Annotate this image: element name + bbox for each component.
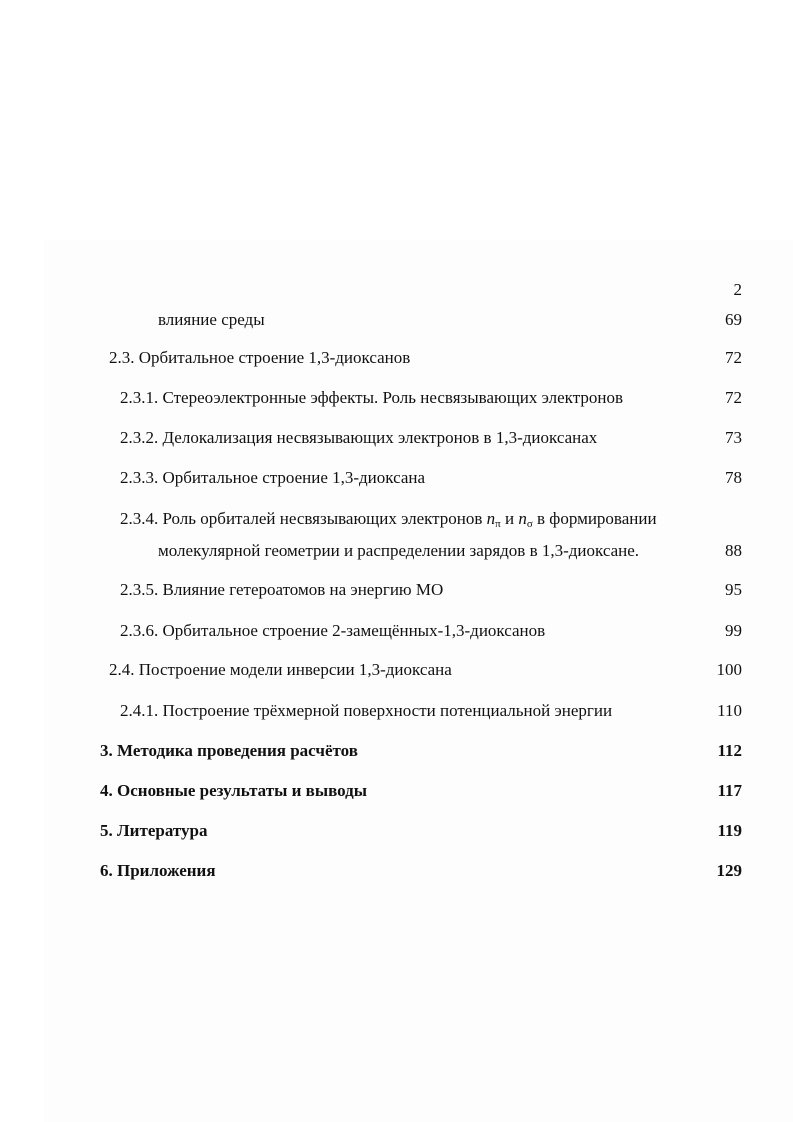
toc-entry-page: 110 xyxy=(717,701,742,720)
toc-entry-2-3-1[interactable] xyxy=(0,387,793,409)
toc-entry-4[interactable] xyxy=(0,780,793,802)
toc-entry-6[interactable] xyxy=(0,860,793,882)
toc-entry-page: 95 xyxy=(725,580,742,599)
toc-entry-2-3[interactable] xyxy=(0,347,793,369)
toc-entry-title: 4. Основные результаты и выводы xyxy=(100,781,368,800)
toc-entry-title: влияние среды xyxy=(158,310,265,329)
toc-entry-2-4[interactable] xyxy=(0,659,793,681)
toc-entry-2-3-5[interactable] xyxy=(0,579,793,601)
toc-entry-title-mid: и xyxy=(500,509,519,528)
subscript-pi: π xyxy=(495,518,501,530)
toc-entry-2-4-1[interactable] xyxy=(0,700,793,722)
toc-entry-title: 2.4. Построение модели инверсии 1,3-диоксана xyxy=(109,660,452,679)
toc-entry-page: 72 xyxy=(725,388,742,407)
toc-entry-title-suffix: в формировании xyxy=(532,509,657,528)
toc-entry-page: 112 xyxy=(717,741,742,760)
toc-entry-title: 2.3.1. Стереоэлектронные эффекты. Роль несвязывающих электронов xyxy=(120,388,623,407)
toc-entry-page: 69 xyxy=(725,310,742,329)
toc-entry-page: 78 xyxy=(725,468,742,487)
toc-entry-title xyxy=(120,508,657,530)
toc-entry-title: 5. Литература xyxy=(100,821,208,840)
page-background xyxy=(44,240,793,1122)
toc-entry-page: 88 xyxy=(725,541,742,560)
toc-entry-page: 73 xyxy=(725,428,742,447)
toc-entry-title: 2.3.6. Орбитальное строение 2-замещённых-1,3-диоксанов xyxy=(120,621,546,640)
toc-entry-title: 6. Приложения xyxy=(100,861,216,880)
toc-entry-2-3-6[interactable] xyxy=(0,620,793,642)
toc-entry-3[interactable] xyxy=(0,740,793,762)
toc-entry-5[interactable] xyxy=(0,820,793,842)
page-number: 2 xyxy=(733,280,742,299)
toc-entry-title: 2.3.5. Влияние гетероатомов на энергию МО xyxy=(120,580,444,599)
toc-entry-page: 72 xyxy=(725,348,742,367)
toc-entry-page: 117 xyxy=(717,781,742,800)
toc-entry-title: 3. Методика проведения расчётов xyxy=(100,741,358,760)
toc-entry-title-line2: молекулярной геометрии и распределении зарядов в 1,3-диоксане. xyxy=(158,541,640,560)
toc-entry-page: 99 xyxy=(725,621,742,640)
toc-entry-2-3-4-line2[interactable] xyxy=(0,540,793,562)
toc-entry-page: 100 xyxy=(716,660,742,679)
toc-entry-2-3-4[interactable] xyxy=(0,508,793,530)
symbol-n: n xyxy=(518,509,527,528)
toc-entry-title: 2.3. Орбитальное строение 1,3-диоксанов xyxy=(109,348,411,367)
toc-entry-title: 2.3.3. Орбитальное строение 1,3-диоксана xyxy=(120,468,426,487)
toc-entry-continuation[interactable] xyxy=(0,309,793,331)
subscript-sigma: σ xyxy=(526,518,533,530)
toc-entry-title: 2.3.2. Делокализация несвязывающих электронов в 1,3-диоксанах xyxy=(120,428,598,447)
toc-entry-page: 119 xyxy=(717,821,742,840)
toc-entry-2-3-3[interactable] xyxy=(0,467,793,489)
toc-entry-title: 2.4.1. Построение трёхмерной поверхности потенциальной энергии xyxy=(120,701,613,720)
toc-entry-2-3-2[interactable] xyxy=(0,427,793,449)
toc-entry-page: 129 xyxy=(716,861,742,880)
toc-entry-title-prefix: 2.3.4. Роль орбиталей несвязывающих электронов xyxy=(120,509,487,528)
symbol-n: n xyxy=(486,509,496,528)
